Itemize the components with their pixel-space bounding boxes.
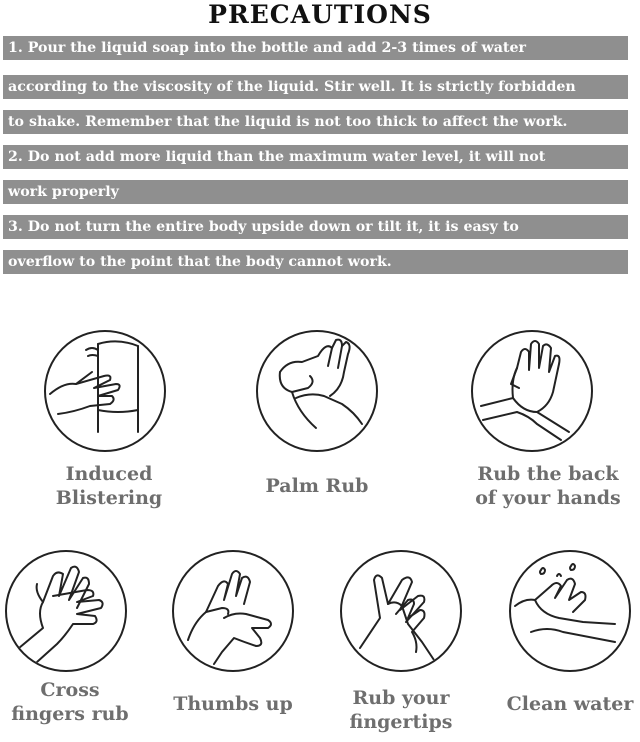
fingertips-icon bbox=[340, 550, 462, 672]
step-label: Induced Blistering bbox=[55, 463, 163, 509]
step-label: Rub the back of your hands bbox=[475, 463, 621, 509]
step-label: Palm Rub bbox=[265, 475, 369, 497]
precaution-line: to shake. Remember that the liquid is not too thick to affect the work. bbox=[3, 110, 628, 134]
cross-fingers-icon bbox=[5, 550, 127, 672]
step-label: Clean water bbox=[506, 693, 634, 715]
step-label: Cross fingers rub bbox=[11, 679, 129, 725]
palm-rub-icon bbox=[256, 330, 378, 452]
soap-dispenser-hands-icon bbox=[44, 330, 166, 452]
precaution-line: 3. Do not turn the entire body upside down or tilt it, it is easy to bbox=[3, 215, 628, 239]
step-label: Thumbs up bbox=[173, 693, 293, 715]
precaution-line: 1. Pour the liquid soap into the bottle and add 2-3 times of water bbox=[3, 36, 628, 60]
back-of-hands-icon bbox=[471, 330, 593, 452]
page-title: PRECAUTIONS bbox=[208, 0, 432, 29]
precaution-line: overflow to the point that the body cannot work. bbox=[3, 250, 628, 274]
precaution-line: work properly bbox=[3, 180, 628, 204]
precaution-line: 2. Do not add more liquid than the maximum water level, it will not bbox=[3, 145, 628, 169]
water-rinse-icon bbox=[509, 550, 631, 672]
step-label: Rub your fingertips bbox=[349, 687, 453, 733]
precaution-line: according to the viscosity of the liquid. Stir well. It is strictly forbidden bbox=[3, 75, 628, 99]
thumbs-icon bbox=[172, 550, 294, 672]
